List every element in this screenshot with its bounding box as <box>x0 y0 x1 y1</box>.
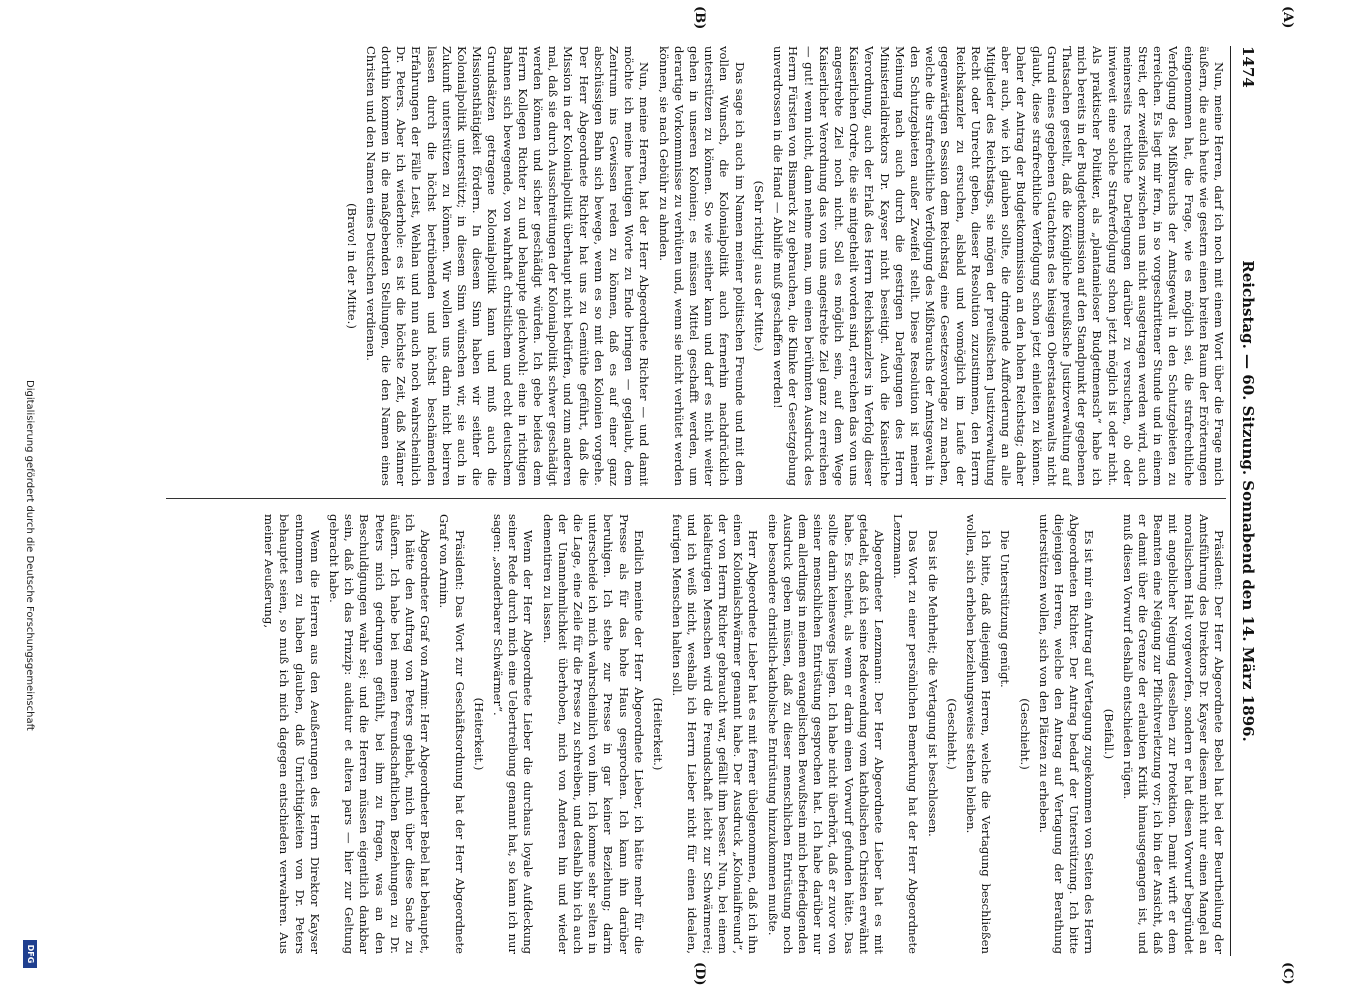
paragraph: Wenn der Herr Abgeordnete Lieber die durchaus loyale Aufdeckung seiner Rede durch mich eine Uebertreibung genannt hat, so kann ich nur sagen: „sonderbarer Schwärmer“. <box>491 514 536 954</box>
column-divider <box>166 498 1226 499</box>
header-rule <box>1230 46 1231 956</box>
paragraph: Die Unterstützung genügt. <box>998 530 1013 688</box>
margin-mark-d: (D) <box>692 962 707 986</box>
paragraph: Nun, meine Herren, darf ich noch mit einem Wort über die Frage mich äußern, die auch heute wie gestern einen breiten Raum der Erörterungen eingenommen hat, die Frage, wie es möglich sei, die strafrechtliche Verfolgung des Mißbrauchs der Amtsgewalt in den Schutzgebieten zu erreichen. Es liegt mir fern, in so vorgeschrittener Stunde und in einem Streit, der zweifellos zwischen uns nicht ausgetragen werden wird, auch meinerseits rechtliche Darlegungen darüber zu versuchen, ob oder inwieweit eine solche Strafverfolgung schon jetzt möglich ist oder nicht. Als praktischer Politiker, als „plantanieloser Budgetmensch“ habe ich mich bereits in der Budgetkommission auf den Standpunkt der gegebenen Thatsachen gestellt, daß die Königliche preußische Justizverwaltung auf Grund eines gegebenen Gutachtens des hiesigen Oberstaatsanwalts nicht glaubt, diese strafrechtliche Verfolgung schon jetzt einleiten zu können. Daher der Antrag der Budgetkommission an den hohen Reichstag; daher aber auch, wie ich glauben sollte, die dringende Aufforderung an alle Mitglieder des Reichstags, sie mögen der preußischen Justizverwaltung Recht oder Unrecht geben, dieser Resolution zuzustimmen, den Herrn Reichskanzler zu ersuchen, alsbald und womöglich im Laufe der gegenwärtigen Session dem Reichstag eine Gesetzesvorlage zu machen, welche die strafrechtliche Verfolgung des Mißbrauchs der Amtsgewalt in den Schutzgebieten außer Zweifel stellt. Diese Resolution ist meiner Meinung nach auch durch die gestrigen Darlegungen des Herrn Ministerialdirektors Dr. Kayser nicht beseitigt. Auch die Kaiserliche Verordnung, auch der Erlaß des Herrn Reichskanzlers in Verfolg dieser Kaiserlichen Ordre, die sie mitgetheilt worden sind, erreichen das von uns angestrebte Ziel noch nicht. Soll es möglich sein, auf dem Wege Kaiserlicher Verordnung das von uns angestrebte Ziel ganz zu erreichen — gut! wenn nicht, dann nehme man, um einen berühmten Ausdruck des Herrn Fürsten von Bismarck zu gebrauchen, die Klinke der Gesetzgebung unverdrossen in die Hand — Abhilfe muß geschaffen werden! <box>771 46 1226 486</box>
page-header <box>1233 46 1257 956</box>
margin-mark-a: (A) <box>1280 6 1295 29</box>
paragraph: Nun, meine Herren, hat der Herr Abgeordnete Richter — und damit möchte ich meine heutigen Worte zu Ende bringen — geglaubt, dem Zentrum ins Gewissen reden zu können, daß es auf einer ganz abschüssigen Bahn sich bewege, wenn es so mit den Kolonien vorgehe. Der Herr Abgeordnete Richter hat uns zu Gemüthe geführt, daß die Mission in der Kolonialpolitik überhaupt nicht bedürfen, und zum anderen mal, daß sie durch Ausschreitungen der Kolonialpolitik schwer geschädigt werden können und sicher geschädigt würden. Ich gebe beides dem Herrn Kollegen Richter zu und behaupte gleichwohl: eine in richtigen Bahnen sich bewegende, von wahrhaft christlichem und echt deutschem Grundsätzen getragene Kolonialpolitik kann und muß auch die Missionsthätigkeit fördern. In diesem Sinn haben wir seither die Kolonialpolitik unterstützt; in diesem Sinn wünschen wir, sie auch in Zukunft unterstützen zu können. Wir wollen uns darin nicht beirren lassen durch die höchst betrübenden und höchst beschämenden Erfahrungen der Fälle Leist, Wehlan und nun auch noch wahrscheinlich Dr. Peters. Aber ich wiederhole: es ist die höchste Zeit, daß Männer dorthin kommen in die maßgebenden Stellungen, die den Namen eines Christen und den Namen eines Deutschen verdienen. <box>363 46 652 486</box>
paragraph: Es ist mir ein Antrag auf Vertagung zugekommen von Seiten des Herrn Abgeordneten Richter. Der Antrag bedarf der Unterstützung. Ich bitte diejenigen Herren, welche den Antrag auf Vertagung der Berathung unterstützen wollen, sich von den Plätzen zu erheben. <box>1036 514 1097 954</box>
paragraph: Herr Abgeordnete Lieber hat es mit ferner übelgenommen, daß ich ihn einen Kolonialschwärmer genannt habe. Der Ausdruck „Kolonialfreund“, der von Herrn Richter gebraucht war, gefällt ihm besser. Nun, bei einem idealfeurigen Menschen wird die Freundschaft leicht zur Schwärmerei; und ich weiß nicht, weshalb ich Herrn Lieber nicht für einen idealen, feurigen Menschen halten soll. <box>670 514 761 954</box>
paragraph: Abgeordneter Lenzmann: Der Herr Abgeordnete Lieber hat es mit getadelt, daß ich seine Redewendung vom katholischen Christen erwähnt habe. Es scheint, als wenn er darin einen Vorwurf gefunden hätte. Das sollte darin keineswegs liegen. Ich habe nicht überhört, daß er zuvor von seiner menschlichen Entrüstung gesprochen hat. Ich habe darüber nur dem allerdings in meinem evangelischen Bewußtsein mich befriedigenden Ausdruck geben müssen, daß zu dieser menschlichen Entrüstung noch eine besondere christlich-katholische Entrüstung hinzukommen mußte. <box>765 514 886 954</box>
paragraph: Endlich meinte der Herr Abgeordnete Lieber, ich hätte mehr für die Presse als für das hohe Haus gesprochen. Ich kann ihn darüber beruhigen. Ich stehe zur Presse in gar keiner Beziehung; darin unterscheide ich mich wahrscheinlich von ihm. Ich komme sehr selten in die Lage, eine Zeile für die Presse zu schreiben, und deshalb bin ich auch der Unannehmlichkeit überhoben, mich von Anderen hin und wieder dementiren zu lassen. <box>540 514 646 954</box>
paragraph: Das ist die Mehrheit; die Vertagung ist beschlossen. <box>925 530 940 837</box>
interjection: (Heiterkeit.) <box>471 697 486 771</box>
right-column <box>46 514 1226 954</box>
paragraph: Präsident: Der Herr Abgeordnete Bebel hat bei der Beurtheilung der Amtsführung des Direktors Dr. Kayser diesem nicht nur einen Mangel an moralischem Halt vorgeworfen, sondern er hat diesen Vorwurf begründet mit angeblicher Neigung desselben zur Protektion. Damit wirft er dem Beamten eine Neigung zur Pflichtverletzung vor; ich bin der Ansicht, daß er damit über die Grenze der erlaubten Kritik hinausgegangen ist, und muß diesen Vorwurf deshalb entschieden rügen. <box>1120 514 1226 954</box>
page-title: Reichstag. — 60. Sitzung. Sonnabend den 14. März 1896. <box>1239 260 1257 742</box>
interjection: (Bravo! in der Mitte.) <box>344 203 359 329</box>
margin-mark-c: (C) <box>1280 962 1295 985</box>
paragraph: Wenn die Herren aus den Aeußerungen des Herrn Direktor Kayser entnommen zu haben glauben, daß Unrichtigkeiten von Dr. Peters behauptet seien, so muß ich mich dagegen entschieden verwahren. Aus meiner Aeußerung, <box>262 514 322 954</box>
interjection: (Sehr richtig! aus der Mitte.) <box>751 180 766 352</box>
paragraph: Abgeordneter Graf von Arnim: Herr Abgeordneter Bebel hat behauptet, ich hätte den Auftrag von Peters gehabt, mich über diese Sache zu äußern. Ich habe bei meinen freundschaftlichen Beziehungen zu Dr. Peters mich gedrungen gefühlt, bei ihm zu fragen, was an den Beschuldigungen wahr sei; und die Herren müssen eigentlich dankbar sein, daß ich das Prinzip: audiatur et altera pars — hier zur Geltung gebracht habe. <box>327 514 433 954</box>
paragraph: Das Wort zu einer persönlichen Bemerkung hat der Herr Abgeordnete Lenzmann. <box>891 514 921 954</box>
paragraph: Das sage ich auch im Namen meiner politischen Freunde und mit dem vollen Wunsch, die Kolonialpolitik auch fernerhin nachdrücklich unterstützen zu können. So wie seither kann und darf es nicht weiter gehen in unseren Kolonien; es müssen Mittel geschafft werden, um derartige Vorkommnisse zu verhüten und, wenn sie nicht verhütet werden können, sie nach Gebühr zu ahnden. <box>656 46 747 486</box>
page-number: 1474 <box>1239 46 1257 88</box>
paragraph: Präsident: Das Wort zur Geschäftsordnung hat der Herr Abgeordnete Graf von Arnim. <box>437 514 467 954</box>
dfg-logo: DFG <box>23 940 37 968</box>
margin-mark-b: (B) <box>692 6 707 30</box>
left-column <box>46 46 1226 486</box>
interjection: (Beifall.) <box>1101 708 1116 760</box>
interjection: (Geschieht.) <box>944 698 959 770</box>
digitization-credit: Digitalisierung gefördert durch die Deutsche Forschungsgemeinschaft <box>24 380 35 731</box>
paragraph: Ich bitte, daß diejenigen Herren, welche die Vertagung beschließen wollen, sich erheben beziehungsweise stehen bleiben. <box>963 514 994 954</box>
interjection: (Heiterkeit.) <box>651 697 666 771</box>
interjection: (Geschieht.) <box>1017 698 1032 770</box>
